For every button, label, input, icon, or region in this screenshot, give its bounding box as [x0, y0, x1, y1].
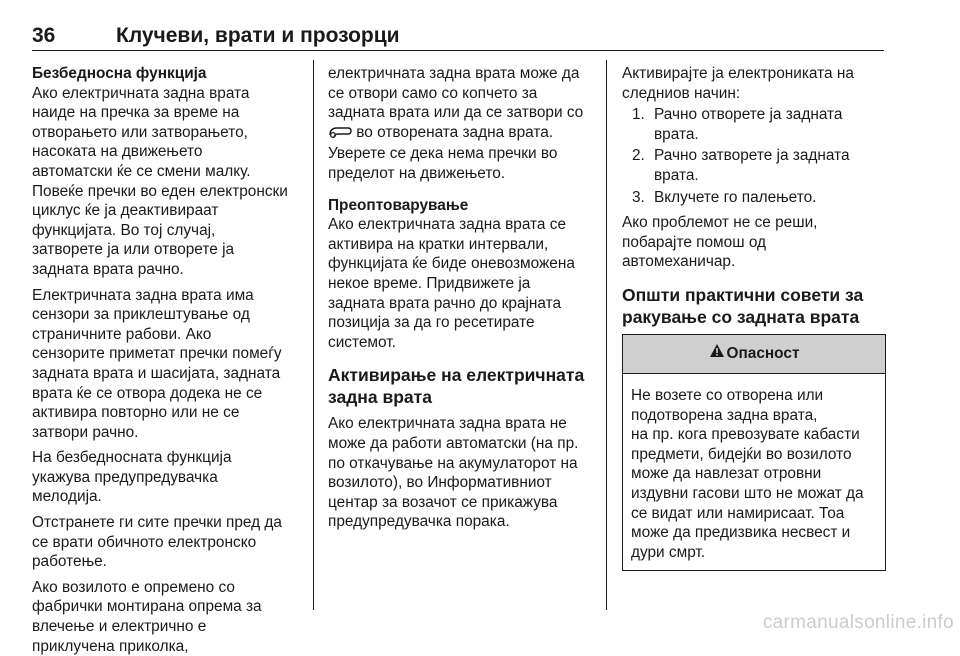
step-number: 3. [632, 188, 645, 206]
watermark: carmanualsonline.info [762, 612, 954, 633]
paragraph [32, 513, 298, 572]
text-line: врата ќе се отвора додека не се [32, 384, 263, 402]
text-line: функцијата. Во тој случај, [32, 221, 216, 239]
text-fragment: во отворената задна врата. [352, 123, 554, 141]
text-line: може да работи автоматски (на пр. [328, 434, 579, 452]
text-line: дури смрт. [631, 543, 706, 561]
warning-title: Опасност [726, 345, 800, 362]
text-fragment: Рачно отворете ја задната [654, 106, 843, 124]
text-line: затворете ја или отворете ја [32, 241, 235, 259]
section-heading: Безбедносна функција [32, 65, 207, 82]
paragraph [32, 286, 298, 443]
text-line [328, 123, 594, 145]
text-line: се видат или намирисаат. Тоа [631, 504, 845, 522]
list-item [622, 188, 886, 208]
paragraph [328, 215, 594, 352]
text-line: отворањето или затворањето, [32, 123, 248, 141]
text-line: Уверете се дека нема пречки во [328, 145, 558, 163]
text-line: врата. [654, 166, 699, 184]
text-line: електричната задна врата може да [328, 65, 580, 82]
text-line: страничните рабови. Ако [32, 325, 212, 343]
step-list [622, 105, 886, 207]
text-line: Ако електричната задна врата не [328, 415, 567, 433]
step-number: 1. [632, 106, 645, 124]
header-rule [32, 50, 884, 51]
list-item [622, 146, 886, 185]
text-line: некое време. Придвижете ја [328, 274, 531, 292]
text-line: насоката на движењето [32, 143, 203, 161]
section-heading: Преоптоварување [328, 196, 469, 214]
warning-body [623, 374, 885, 570]
text-line: работење. [32, 553, 107, 571]
text-line: задна врата [328, 387, 432, 408]
text-line: пределот на движењето. [328, 164, 506, 182]
text-line: Активирање на електричната [328, 365, 585, 386]
text-line: Не возете со отворена или [631, 386, 824, 404]
text-line: активира повторно или не се [32, 404, 240, 422]
remote-key-icon [328, 125, 352, 145]
text-line: предупредувачка порака. [328, 513, 510, 531]
text-line: Ако проблемот не се реши, [622, 214, 818, 232]
text-line: Повеќе пречки во еден електронски [32, 182, 288, 200]
text-line: може да навлезат отровни [631, 465, 822, 483]
text-line: по откачување на акумулаторот на [328, 454, 578, 472]
text-line: автомеханичар. [622, 253, 736, 271]
paragraph [32, 448, 298, 507]
paragraph [32, 84, 298, 280]
paragraph [328, 414, 594, 532]
warning-header [623, 335, 885, 374]
text-line: на пр. кога превозувате кабасти [631, 426, 860, 444]
column-3 [622, 64, 886, 571]
text-line: издувни гасови што не можат да [631, 484, 864, 502]
section-title [328, 364, 594, 408]
text-line: Ако возилото е опремено со [32, 578, 235, 596]
text-line: приклучена приколка, [32, 637, 189, 655]
text-line: задната врата рачно до крајната [328, 294, 562, 312]
paragraph [32, 578, 298, 656]
step-number: 2. [632, 147, 645, 165]
text-fragment: Рачно затворете ја задната [654, 147, 850, 165]
section-title [622, 284, 886, 328]
text-line: наиде на пречка за време на [32, 104, 240, 122]
text-line: влечење и електрично е [32, 618, 207, 636]
list-item [622, 105, 886, 144]
text-line: се отвори само со копчето за [328, 84, 538, 102]
text-line: Ако електричната задна врата се [328, 216, 567, 234]
page-number: 36 [32, 24, 56, 47]
text-line: Општи практични совети за [622, 284, 864, 305]
text-line: циклус ќе ја деактивираат [32, 202, 219, 220]
warning-triangle-icon [709, 335, 725, 373]
text-line: укажува предупредувачка [32, 468, 218, 486]
text-line: функцијата ќе биде оневозможена [328, 255, 575, 273]
paragraph [328, 64, 594, 184]
text-line: се врати обичното електронско [32, 533, 257, 551]
text-line: следниов начин: [622, 84, 741, 102]
text-line: системот. [328, 333, 396, 351]
column-divider [606, 60, 607, 610]
text-line: побарајте помош од [622, 233, 767, 251]
text-line: задната врата рачно. [32, 260, 184, 278]
text-line: позиција за да го ресетирате [328, 314, 535, 332]
text-line: Ако електричната задна врата [32, 84, 250, 102]
text-line: може да предизвика несвест и [631, 524, 851, 542]
text-line: возилото), во Информативниот [328, 474, 552, 492]
paragraph [622, 213, 886, 272]
text-line: Електричната задна врата има [32, 286, 254, 304]
text-line: затвори рачно. [32, 423, 139, 441]
column-1 [32, 64, 298, 656]
paragraph [622, 64, 886, 103]
text-line: задната врата и шасијата, задната [32, 364, 281, 382]
text-line: подотворена задна врата, [631, 406, 818, 424]
text-line: автоматски ќе се смени малку. [32, 162, 251, 180]
text-line: задната врата или да се затвори со [328, 104, 584, 122]
text-line: сензорите приметат пречки помеѓу [32, 345, 282, 363]
text-line: ракување со задната врата [622, 306, 860, 327]
text-line: На безбедносната функција [32, 449, 232, 467]
text-fragment: Вклучете го палењето. [654, 188, 817, 206]
text-line: сензори за приклештување од [32, 306, 250, 324]
page-header [32, 24, 884, 56]
text-line: Активирајте ја електрониката на [622, 65, 854, 82]
text-line: врата. [654, 125, 699, 143]
text-line: центар за возачот се прикажува [328, 493, 558, 511]
warning-box [622, 334, 886, 571]
column-2 [328, 64, 594, 532]
text-line: фабрички монтирана опрема за [32, 598, 262, 616]
text-line: активира на кратки интервали, [328, 235, 549, 253]
page-title: Клучеви, врати и прозорци [116, 24, 400, 47]
column-divider [313, 60, 314, 610]
text-line: предмети, бидејќи во возилото [631, 445, 852, 463]
text-line: Отстранете ги сите пречки пред да [32, 514, 282, 532]
text-line: мелодија. [32, 488, 102, 506]
